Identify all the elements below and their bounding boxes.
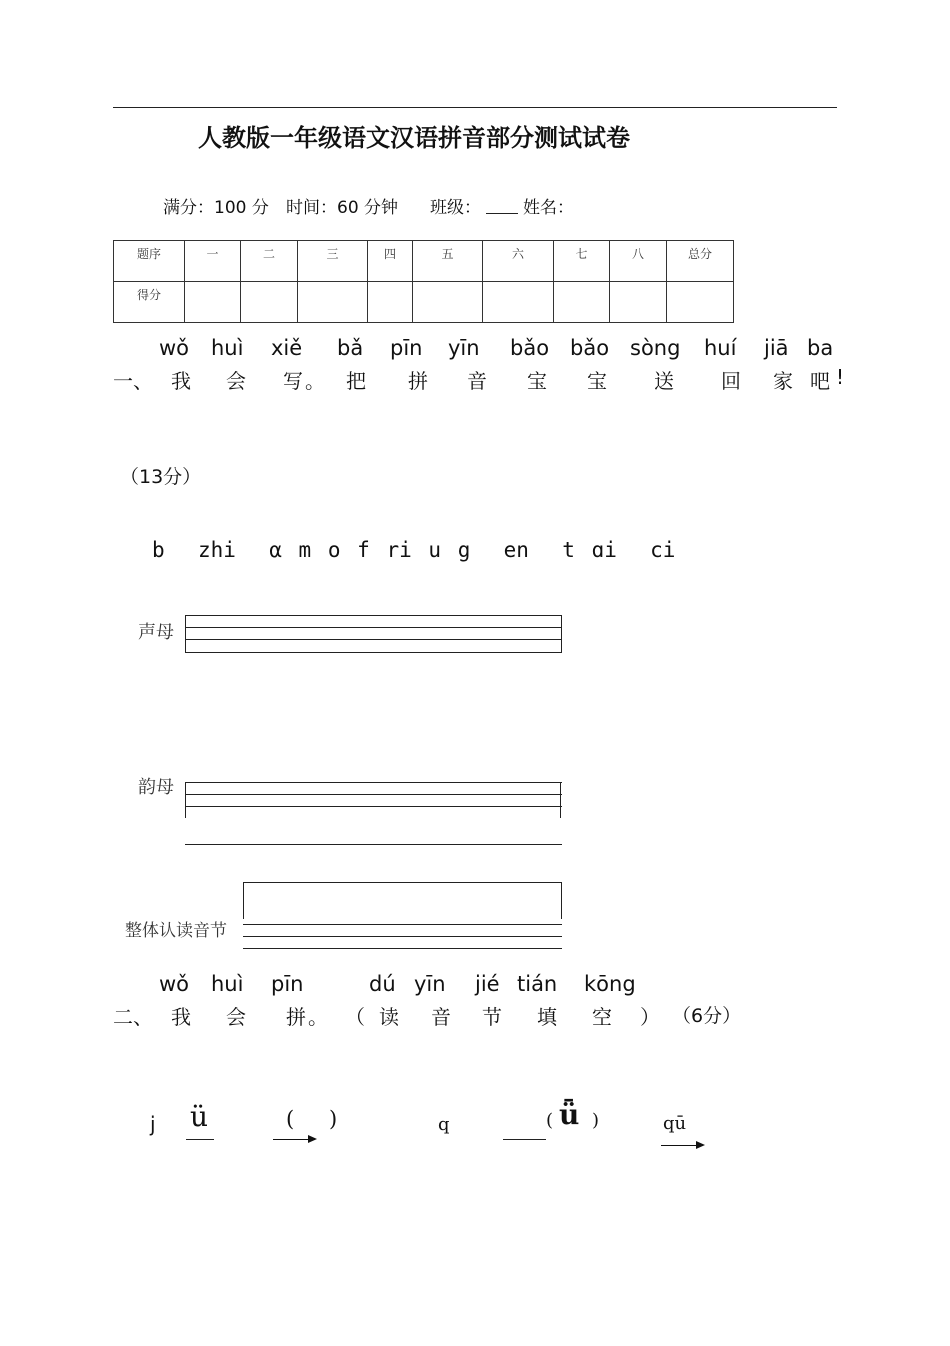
answer-blank[interactable] bbox=[503, 1139, 546, 1140]
score-cell[interactable] bbox=[483, 282, 554, 323]
section1-score: （13分） bbox=[120, 466, 202, 488]
top-rule bbox=[113, 107, 837, 108]
hanzi-char: （ bbox=[345, 1005, 365, 1029]
pinyin-syllable: wǒ bbox=[159, 972, 190, 996]
pinyin-syllable: wǒ bbox=[159, 336, 190, 360]
pinyin-syllable: huí bbox=[704, 336, 737, 360]
section2-score: （6分） bbox=[672, 1005, 742, 1027]
table-cell: 六 bbox=[483, 241, 554, 282]
hanzi-char: 我 bbox=[171, 1005, 191, 1029]
table-cell: 五 bbox=[413, 241, 483, 282]
table-cell: 总分 bbox=[667, 241, 734, 282]
table-cell: 八 bbox=[610, 241, 667, 282]
table-cell: 七 bbox=[554, 241, 610, 282]
pinyin-syllable: jié bbox=[475, 972, 500, 996]
initial-letter: q bbox=[438, 1114, 450, 1135]
final-letter: ü bbox=[190, 1100, 209, 1133]
hanzi-char: 。 bbox=[305, 369, 325, 393]
writing-box-edge bbox=[560, 782, 561, 818]
score-table bbox=[113, 240, 734, 323]
pinyin-syllable: bǎo bbox=[510, 336, 550, 360]
writing-guide-line bbox=[185, 639, 562, 640]
letter-item: zhi bbox=[197, 538, 236, 562]
hanzi-char: 宝 bbox=[527, 369, 547, 393]
paren-close: ) bbox=[592, 1110, 600, 1131]
score-cell[interactable] bbox=[610, 282, 667, 323]
letter-item: ci bbox=[650, 538, 676, 562]
underline bbox=[186, 1139, 214, 1140]
score-cell[interactable] bbox=[368, 282, 413, 323]
hanzi-char: 写 bbox=[283, 369, 303, 393]
page-title: 人教版一年级语文汉语拼音部分测试试卷 bbox=[198, 123, 630, 152]
section-number: 二、 bbox=[113, 1005, 153, 1029]
zhengti-label: 整体认读音节 bbox=[125, 921, 227, 941]
writing-guide-line bbox=[243, 948, 562, 949]
hanzi-char: 吧 bbox=[810, 369, 830, 393]
hanzi-char: 音 bbox=[467, 369, 487, 393]
table-cell: 二 bbox=[241, 241, 298, 282]
pinyin-syllable: dú bbox=[369, 972, 396, 996]
letter-item: t bbox=[562, 538, 575, 562]
score-cell[interactable] bbox=[554, 282, 610, 323]
hanzi-char: 拼 bbox=[408, 369, 428, 393]
table-row bbox=[114, 241, 734, 282]
pinyin-syllable: kōng bbox=[584, 972, 636, 996]
pinyin-syllable: tián bbox=[517, 972, 558, 996]
hanzi-char: 我 bbox=[171, 369, 191, 393]
table-cell: 一 bbox=[185, 241, 241, 282]
hanzi-char: 拼 bbox=[286, 1005, 306, 1029]
shengmu-label: 声母 bbox=[138, 622, 174, 643]
pinyin-syllable: pīn bbox=[390, 336, 423, 360]
letter-item: ri bbox=[386, 538, 412, 562]
hanzi-char: 音 bbox=[431, 1005, 451, 1029]
arrow-icon bbox=[661, 1145, 703, 1146]
hanzi-char: 。 bbox=[308, 1005, 328, 1029]
hanzi-char: ! bbox=[836, 365, 845, 389]
writing-guide-line bbox=[185, 806, 562, 807]
letter-item: f bbox=[357, 538, 370, 562]
table-cell: 得分 bbox=[114, 282, 185, 323]
hanzi-char: 会 bbox=[226, 369, 246, 393]
letter-bank bbox=[152, 538, 675, 562]
arrow-icon bbox=[273, 1139, 315, 1140]
pinyin-syllable: pīn bbox=[271, 972, 304, 996]
name-label: 姓名： bbox=[523, 198, 574, 218]
writing-guide-line bbox=[185, 627, 562, 628]
score-cell[interactable] bbox=[241, 282, 298, 323]
table-cell: 题序 bbox=[114, 241, 185, 282]
hanzi-char: 读 bbox=[379, 1005, 399, 1029]
letter-item: ɑi bbox=[591, 538, 617, 562]
final-letter: ǖ bbox=[559, 1098, 580, 1131]
letter-item: m bbox=[298, 538, 312, 562]
initial-letter: j bbox=[150, 1112, 156, 1136]
pinyin-syllable: jiā bbox=[764, 336, 789, 360]
letter-item: b bbox=[152, 538, 165, 562]
hanzi-char: 家 bbox=[773, 369, 793, 393]
writing-box-edge bbox=[185, 782, 186, 818]
full-score-text: 满分：100 分 bbox=[163, 198, 269, 218]
hanzi-char: 回 bbox=[721, 369, 741, 393]
letter-item: en bbox=[503, 538, 529, 562]
score-cell[interactable] bbox=[185, 282, 241, 323]
class-blank[interactable] bbox=[486, 213, 518, 214]
letter-item: u bbox=[428, 538, 442, 562]
class-label: 班级： bbox=[430, 198, 481, 218]
hanzi-char: 节 bbox=[482, 1005, 502, 1029]
table-cell: 四 bbox=[368, 241, 413, 282]
pinyin-syllable: xiě bbox=[271, 336, 303, 360]
hanzi-char: 空 bbox=[592, 1005, 612, 1029]
hanzi-char: ） bbox=[640, 1005, 660, 1029]
shengmu-writing-box[interactable] bbox=[185, 615, 562, 653]
score-cell[interactable] bbox=[667, 282, 734, 323]
paren-open: ( bbox=[286, 1107, 295, 1131]
pinyin-syllable: yīn bbox=[448, 336, 480, 360]
hanzi-char: 把 bbox=[346, 369, 366, 393]
pinyin-syllable: ba bbox=[807, 336, 834, 360]
score-cell[interactable] bbox=[413, 282, 483, 323]
yunmu-writing-line[interactable] bbox=[185, 844, 562, 845]
pinyin-syllable: yīn bbox=[414, 972, 446, 996]
zhengti-writing-box[interactable] bbox=[243, 882, 562, 919]
pinyin-syllable: bǎo bbox=[570, 336, 610, 360]
letter-item: g bbox=[457, 538, 471, 562]
pinyin-syllable: huì bbox=[211, 972, 244, 996]
answer-syllable: qū bbox=[663, 1113, 687, 1134]
writing-guide-line bbox=[243, 924, 562, 925]
hanzi-char: 会 bbox=[226, 1005, 246, 1029]
writing-guide-line bbox=[243, 936, 562, 937]
pinyin-syllable: bǎ bbox=[337, 336, 364, 360]
paren-open: ( bbox=[546, 1110, 554, 1131]
paren-close: ) bbox=[329, 1107, 338, 1131]
section-number: 一、 bbox=[113, 369, 153, 393]
score-cell[interactable] bbox=[298, 282, 368, 323]
hanzi-char: 送 bbox=[654, 369, 674, 393]
writing-guide-line bbox=[185, 794, 562, 795]
hanzi-char: 填 bbox=[537, 1005, 557, 1029]
hanzi-char: 宝 bbox=[587, 369, 607, 393]
table-cell: 三 bbox=[298, 241, 368, 282]
yunmu-label: 韵母 bbox=[138, 777, 174, 798]
time-text: 时间：60 分钟 bbox=[286, 198, 399, 218]
letter-item: o bbox=[327, 538, 341, 562]
pinyin-syllable: sòng bbox=[630, 336, 681, 360]
writing-guide-line bbox=[185, 782, 562, 783]
pinyin-syllable: huì bbox=[211, 336, 244, 360]
letter-item: α bbox=[269, 538, 282, 562]
table-row bbox=[114, 282, 734, 323]
